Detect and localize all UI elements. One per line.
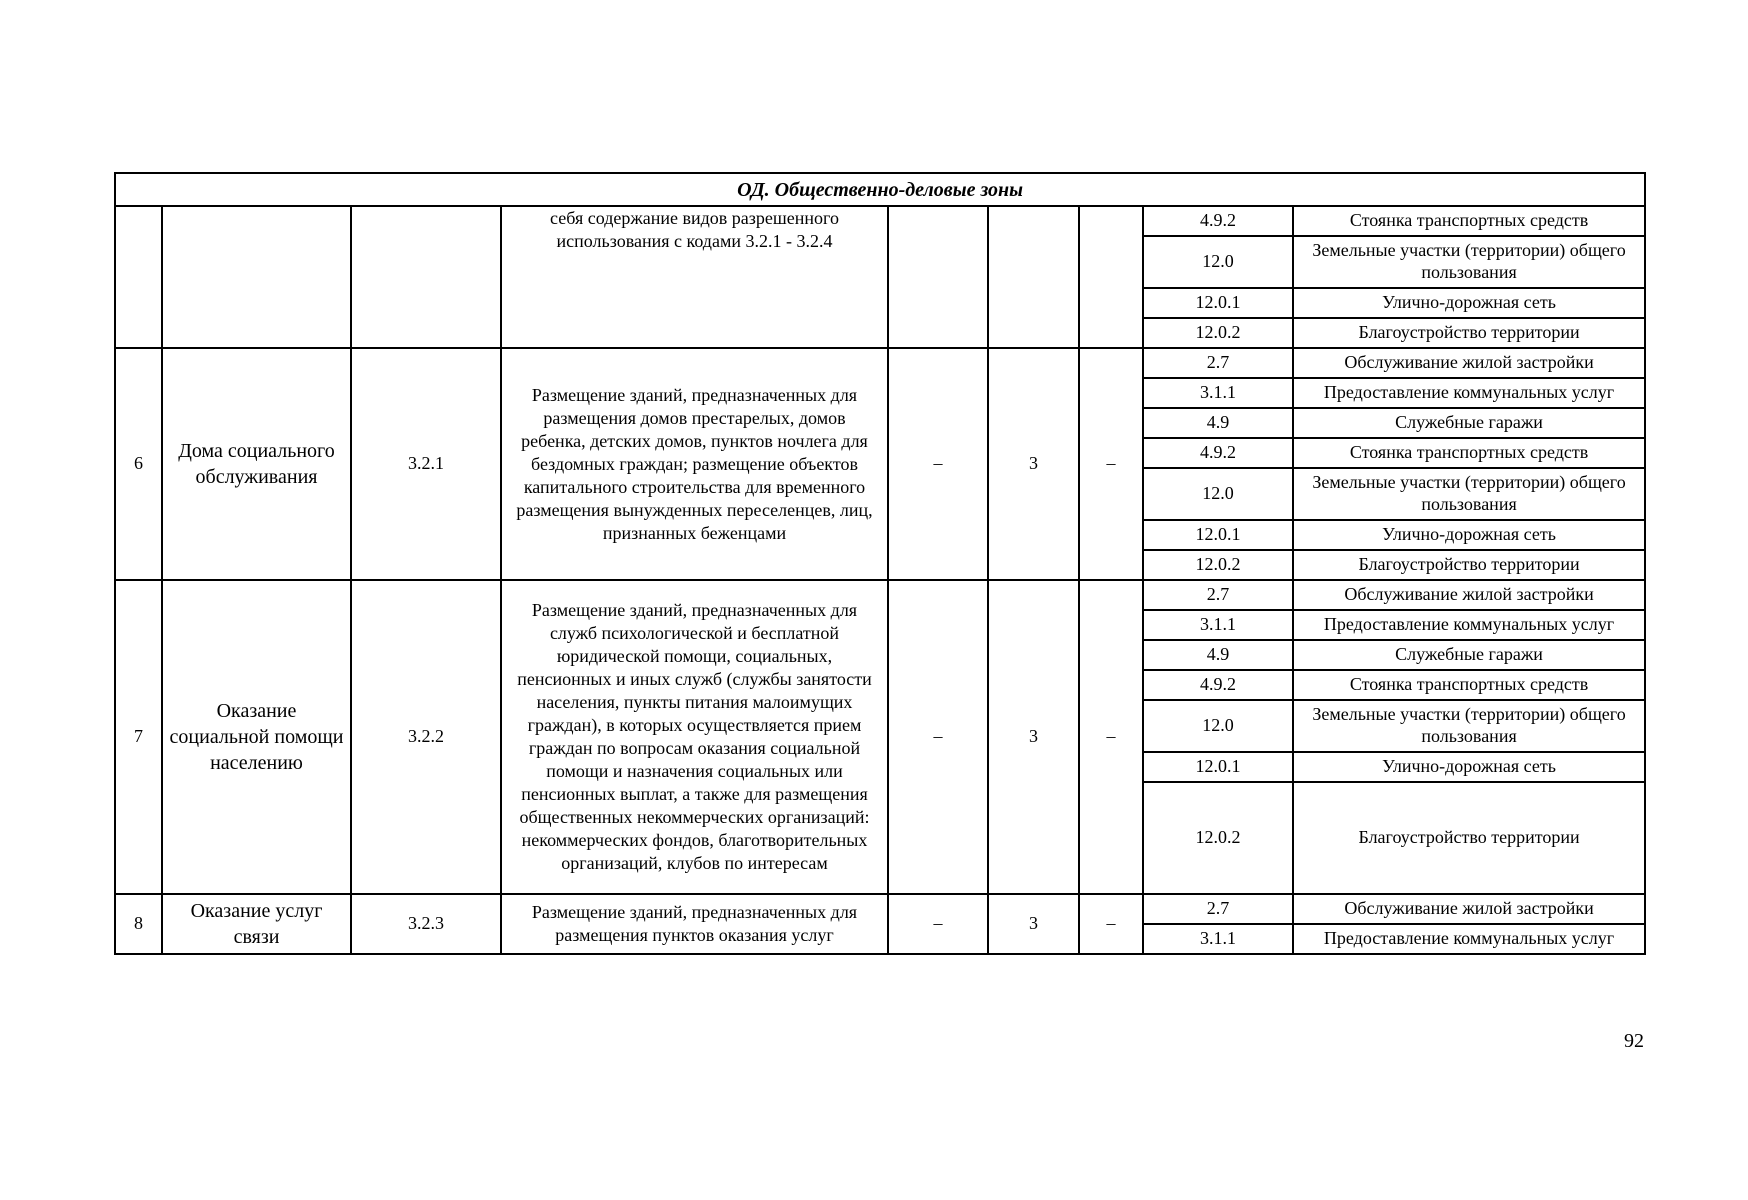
param-cell: – — [888, 580, 988, 894]
use-name-cell: Дома социального обслуживания — [162, 348, 351, 580]
sub-name-cell: Улично-дорожная сеть — [1293, 288, 1645, 318]
sub-name-cell: Благоустройство территории — [1293, 550, 1645, 580]
sub-name-cell: Обслуживание жилой застройки — [1293, 894, 1645, 924]
param-cell: 3 — [988, 348, 1079, 580]
sub-code-cell: 12.0.1 — [1143, 520, 1293, 550]
sub-name-cell: Стоянка транспортных средств — [1293, 438, 1645, 468]
use-code-cell — [351, 206, 501, 348]
table-row — [115, 206, 1645, 236]
sub-code-cell: 12.0.2 — [1143, 550, 1293, 580]
description-cell: Размещение зданий, предназначенных для служб психологической и бесплатной юридической помощи, социальных, пенсионных и иных служб (службы занятости населения, пункты питания малоимущих граждан), в которых осуществляется прием граждан по вопросам оказания социальной помощи и назначения социальных или пенсионных выплат, а также для размещения общественных некоммерческих организаций: некоммерческих фондов, благотворительных организаций, клубов по интересам — [501, 580, 888, 894]
page-number: 92 — [1624, 1030, 1644, 1052]
use-code-cell: 3.2.2 — [351, 580, 501, 894]
sub-name-cell: Стоянка транспортных средств — [1293, 670, 1645, 700]
sub-code-cell: 4.9 — [1143, 408, 1293, 438]
param-cell: – — [888, 894, 988, 954]
param-cell: – — [1079, 894, 1143, 954]
sub-code-cell: 12.0.2 — [1143, 782, 1293, 894]
param-cell: – — [1079, 348, 1143, 580]
sub-code-cell: 3.1.1 — [1143, 610, 1293, 640]
sub-name-cell: Улично-дорожная сеть — [1293, 752, 1645, 782]
sub-code-cell: 4.9.2 — [1143, 670, 1293, 700]
description-cell: Размещение зданий, предназначенных для размещения пунктов оказания услуг — [501, 894, 888, 954]
sub-name-cell: Земельные участки (территории) общего пользования — [1293, 700, 1645, 752]
sub-name-cell: Земельные участки (территории) общего пользования — [1293, 236, 1645, 288]
table-header-row — [115, 173, 1645, 206]
sub-name-cell: Служебные гаражи — [1293, 408, 1645, 438]
row-number-cell: 6 — [115, 348, 162, 580]
sub-code-cell: 12.0.1 — [1143, 288, 1293, 318]
table-row — [115, 348, 1645, 378]
sub-code-cell: 2.7 — [1143, 580, 1293, 610]
sub-name-cell: Предоставление коммунальных услуг — [1293, 378, 1645, 408]
row-number-cell: 7 — [115, 580, 162, 894]
sub-code-cell: 12.0.2 — [1143, 318, 1293, 348]
sub-code-cell: 2.7 — [1143, 348, 1293, 378]
use-name-cell: Оказание услуг связи — [162, 894, 351, 954]
sub-name-cell: Обслуживание жилой застройки — [1293, 348, 1645, 378]
sub-code-cell: 3.1.1 — [1143, 378, 1293, 408]
use-code-cell: 3.2.3 — [351, 894, 501, 954]
sub-name-cell: Предоставление коммунальных услуг — [1293, 924, 1645, 954]
sub-name-cell: Земельные участки (территории) общего пользования — [1293, 468, 1645, 520]
use-code-cell: 3.2.1 — [351, 348, 501, 580]
sub-name-cell: Благоустройство территории — [1293, 782, 1645, 894]
param-cell: – — [888, 348, 988, 580]
sub-code-cell: 3.1.1 — [1143, 924, 1293, 954]
sub-name-cell: Предоставление коммунальных услуг — [1293, 610, 1645, 640]
param-cell — [988, 206, 1079, 348]
param-cell: – — [1079, 580, 1143, 894]
zoning-table — [114, 172, 1646, 955]
sub-code-cell: 2.7 — [1143, 894, 1293, 924]
sub-code-cell: 4.9 — [1143, 640, 1293, 670]
sub-code-cell: 12.0 — [1143, 700, 1293, 752]
zone-title: ОД. Общественно-деловые зоны — [115, 173, 1645, 206]
sub-code-cell: 4.9.2 — [1143, 438, 1293, 468]
description-cell: Размещение зданий, предназначенных для размещения домов престарелых, домов ребенка, детских домов, пунктов ночлега для бездомных граждан; размещение объектов капитального строительства для временного размещения вынужденных переселенцев, лиц, признанных беженцами — [501, 348, 888, 580]
description-cell: себя содержание видов разрешенного использования с кодами 3.2.1 - 3.2.4 — [501, 206, 888, 348]
sub-name-cell: Благоустройство территории — [1293, 318, 1645, 348]
sub-code-cell: 12.0 — [1143, 468, 1293, 520]
sub-name-cell: Обслуживание жилой застройки — [1293, 580, 1645, 610]
sub-name-cell: Служебные гаражи — [1293, 640, 1645, 670]
table-row — [115, 580, 1645, 610]
param-cell — [1079, 206, 1143, 348]
sub-name-cell: Улично-дорожная сеть — [1293, 520, 1645, 550]
sub-name-cell: Стоянка транспортных средств — [1293, 206, 1645, 236]
param-cell — [888, 206, 988, 348]
param-cell: 3 — [988, 580, 1079, 894]
row-number-cell — [115, 206, 162, 348]
sub-code-cell: 12.0 — [1143, 236, 1293, 288]
sub-code-cell: 4.9.2 — [1143, 206, 1293, 236]
table-row — [115, 894, 1645, 924]
use-name-cell — [162, 206, 351, 348]
row-number-cell: 8 — [115, 894, 162, 954]
param-cell: 3 — [988, 894, 1079, 954]
use-name-cell: Оказание социальной помощи населению — [162, 580, 351, 894]
sub-code-cell: 12.0.1 — [1143, 752, 1293, 782]
